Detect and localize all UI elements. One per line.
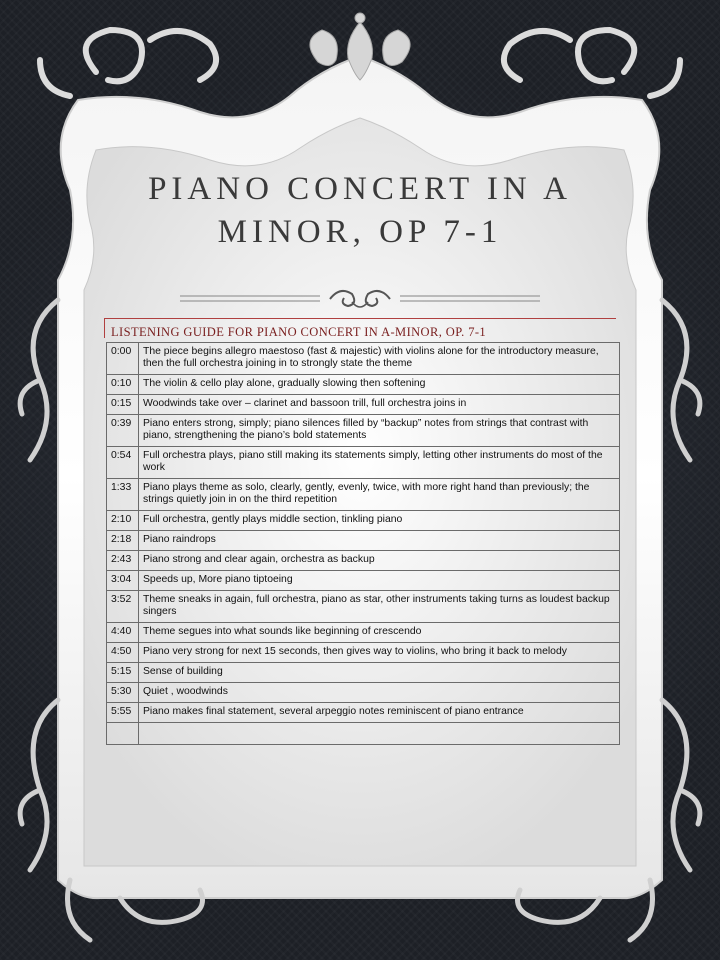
description-cell: Woodwinds take over – clarinet and bassoon trill, full orchestra joins in xyxy=(139,395,620,415)
table-row xyxy=(107,571,620,591)
description-cell xyxy=(139,723,620,745)
time-cell: 0:00 xyxy=(107,343,139,375)
description-cell: Sense of building xyxy=(139,663,620,683)
time-cell: 2:43 xyxy=(107,551,139,571)
table-row xyxy=(107,511,620,531)
description-cell: Piano raindrops xyxy=(139,531,620,551)
description-cell: Piano makes final statement, several arpeggio notes reminiscent of piano entrance xyxy=(139,703,620,723)
description-cell: Piano enters strong, simply; piano silences filled by “backup” notes from strings that contrast with piano, strengthening the piano’s bold statements xyxy=(139,415,620,447)
description-cell: The piece begins allegro maestoso (fast & majestic) with violins alone for the introductory measure, then the full orchestra joining in to strongly state the theme xyxy=(139,343,620,375)
top-left-scroll-ornament xyxy=(40,30,216,96)
table-row xyxy=(107,375,620,395)
time-cell: 2:10 xyxy=(107,511,139,531)
description-cell: Quiet , woodwinds xyxy=(139,683,620,703)
table-row xyxy=(107,447,620,479)
description-cell: Piano plays theme as solo, clearly, gently, evenly, twice, with more right hand than previously; the strings quietly join in on the third repetition xyxy=(139,479,620,511)
flourish-divider-icon xyxy=(180,282,540,316)
table-row xyxy=(107,531,620,551)
table-row xyxy=(107,479,620,511)
description-cell: Full orchestra plays, piano still making its statements simply, letting other instruments do most of the work xyxy=(139,447,620,479)
top-crest-ornament xyxy=(310,13,410,80)
time-cell: 3:52 xyxy=(107,591,139,623)
table-row xyxy=(107,591,620,623)
description-cell: The violin & cello play alone, gradually slowing then softening xyxy=(139,375,620,395)
listening-guide-table xyxy=(106,342,620,745)
time-cell: 4:50 xyxy=(107,643,139,663)
table-row xyxy=(107,623,620,643)
time-cell: 3:04 xyxy=(107,571,139,591)
left-side-scroll-ornament xyxy=(20,300,58,870)
table-row xyxy=(107,723,620,745)
table-row xyxy=(107,663,620,683)
description-cell: Theme segues into what sounds like beginning of crescendo xyxy=(139,623,620,643)
time-cell: 1:33 xyxy=(107,479,139,511)
table-row xyxy=(107,415,620,447)
time-cell: 0:39 xyxy=(107,415,139,447)
table-row xyxy=(107,683,620,703)
time-cell: 5:15 xyxy=(107,663,139,683)
listening-guide-heading: LISTENING GUIDE FOR PIANO CONCERT IN A-MINOR, OP. 7-1 xyxy=(104,318,616,338)
slide-title: PIANO CONCERT IN A MINOR, OP 7-1 xyxy=(148,171,572,250)
time-cell: 2:18 xyxy=(107,531,139,551)
top-right-scroll-ornament xyxy=(504,30,680,96)
description-cell: Speeds up, More piano tiptoeing xyxy=(139,571,620,591)
time-cell: 0:54 xyxy=(107,447,139,479)
time-cell: 4:40 xyxy=(107,623,139,643)
right-side-scroll-ornament xyxy=(662,300,700,870)
description-cell: Piano strong and clear again, orchestra as backup xyxy=(139,551,620,571)
time-cell: 0:10 xyxy=(107,375,139,395)
time-cell xyxy=(107,723,139,745)
table-row xyxy=(107,551,620,571)
table-row xyxy=(107,395,620,415)
table-row xyxy=(107,703,620,723)
time-cell: 5:30 xyxy=(107,683,139,703)
description-cell: Theme sneaks in again, full orchestra, piano as star, other instruments taking turns as loudest backup singers xyxy=(139,591,620,623)
table-row xyxy=(107,343,620,375)
description-cell: Full orchestra, gently plays middle section, tinkling piano xyxy=(139,511,620,531)
time-cell: 0:15 xyxy=(107,395,139,415)
time-cell: 5:55 xyxy=(107,703,139,723)
description-cell: Piano very strong for next 15 seconds, then gives way to violins, who bring it back to melody xyxy=(139,643,620,663)
table-row xyxy=(107,643,620,663)
